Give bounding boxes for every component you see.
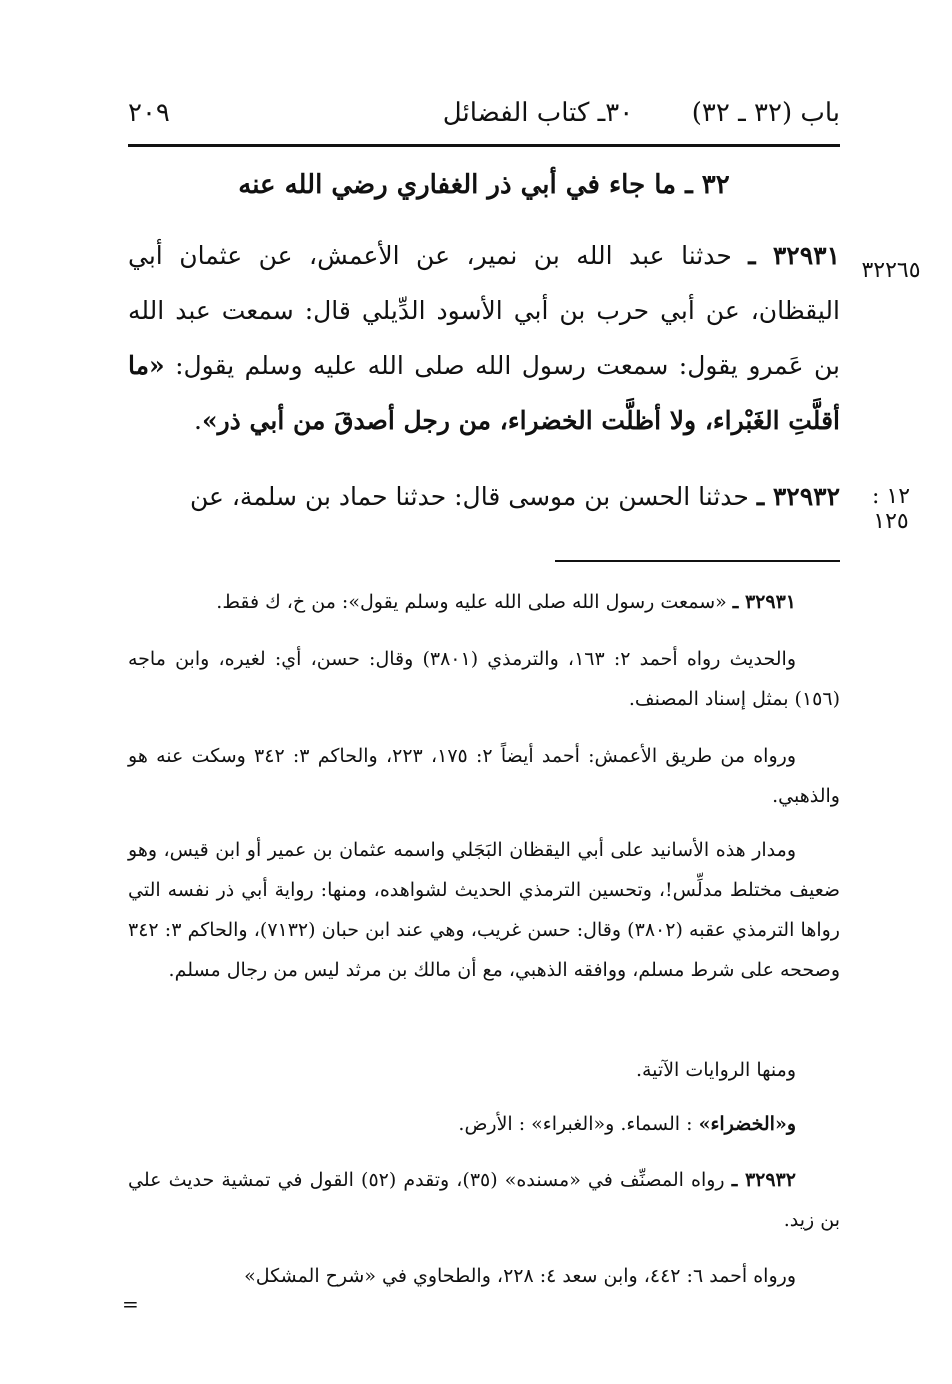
hadith-32932 [128, 469, 840, 524]
section-title: ٣٢ ـ ما جاء في أبي ذر الغفاري رضي الله عنه [238, 170, 730, 200]
footnote-4: ومدار هذه الأسانيد على أبي اليقظان البَجَلي واسمه عثمان بن عمير أو ابن قيس، وهو ضعيف مختلط مدلِّس!، وتحسين الترمذي الحديث لشواهده، ومنها: رواية أبي ذر نفسه التي رواها الترمذي عقبه (٣٨٠٢) وقال: حسن غريب، وهي عند ابن حبان (٧١٣٢)، والحاكم ٣: ٣٤٢ وصححه على شرط مسلم، ووافقه الذهبي، مع أن مالك بن مرثد ليس من رجال مسلم. [128, 839, 840, 981]
hadith-number: ٣٢٩٣٢ ـ [756, 482, 840, 511]
margin-reference-2: ١٢ : ١٢٥ [871, 484, 911, 534]
footnote-number: ٣٢٩٣١ ـ [732, 591, 796, 613]
chapter-title: باب (٣٢ ـ ٣٢) [691, 98, 840, 128]
footnote-number: ٣٢٩٣٢ ـ [731, 1169, 796, 1191]
footnote-2: والحديث رواه أحمد ٢: ١٦٣، والترمذي (٣٨٠١) وقال: حسن، أي: لغيره، وابن ماجه (١٥٦) بمثل إسناد المصنف. [128, 648, 840, 710]
footnote-6 [128, 1104, 840, 1144]
hadith-number: ٣٢٩٣١ ـ [748, 241, 840, 270]
margin-reference-1: ٣٢٢٦٥ [861, 258, 921, 283]
running-header [128, 92, 840, 140]
hadith-text: حدثنا عبد الله بن نمير، عن الأعمش، عن عثمان أبي اليقظان، عن أبي حرب بن أبي الأسود الدِّيلي قال: سمعت عبد الله بن عَمرو يقول: سمعت رسول الله صلى الله عليه وسلم يقول: [128, 241, 840, 380]
footnote-8: ورواه أحمد ٦: ٤٤٢، وابن سعد ٤: ٢٢٨، والطحاوي في «شرح المشكل» [244, 1265, 796, 1287]
footnote-3: ورواه من طريق الأعمش: أحمد أيضاً ٢: ١٧٥، ٢٢٣، والحاكم ٣: ٣٤٢ وسكت عنه هو والذهبي. [128, 745, 840, 807]
footnote-separator [555, 560, 840, 562]
footnote-term: و«الخضراء» [698, 1113, 796, 1135]
book-title: ٣٠ـ كتاب الفضائل [442, 98, 634, 128]
footnote-5: ومنها الروايات الآتية. [635, 1059, 796, 1081]
footnote-text: رواه المصنِّف في «مسنده» (٣٥)، وتقدم (٥٢) القول في تمشية حديث علي بن زيد. [128, 1169, 840, 1231]
hadith-text: حدثنا الحسن بن موسى قال: حدثنا حماد بن سلمة، عن [189, 482, 757, 511]
page-number: ٢٠٩ [128, 98, 170, 128]
footnote-text: «سمعت رسول الله صلى الله عليه وسلم يقول»: من خ، ك فقط. [216, 591, 733, 613]
hadith-matn: «ما أقلَّتِ الغَبْراء، ولا أظلَّت الخضراء، من رجل أصدقَ من أبي ذر» [128, 351, 840, 435]
hadith-32931 [128, 228, 840, 448]
continuation-mark: = [122, 1292, 139, 1316]
footnote-text: : السماء. و«الغبراء» : الأرض. [458, 1113, 699, 1135]
footnote-1 [128, 582, 840, 622]
header-rule [128, 144, 840, 147]
footnote-7 [128, 1160, 840, 1240]
hadith-end: . [194, 406, 202, 435]
